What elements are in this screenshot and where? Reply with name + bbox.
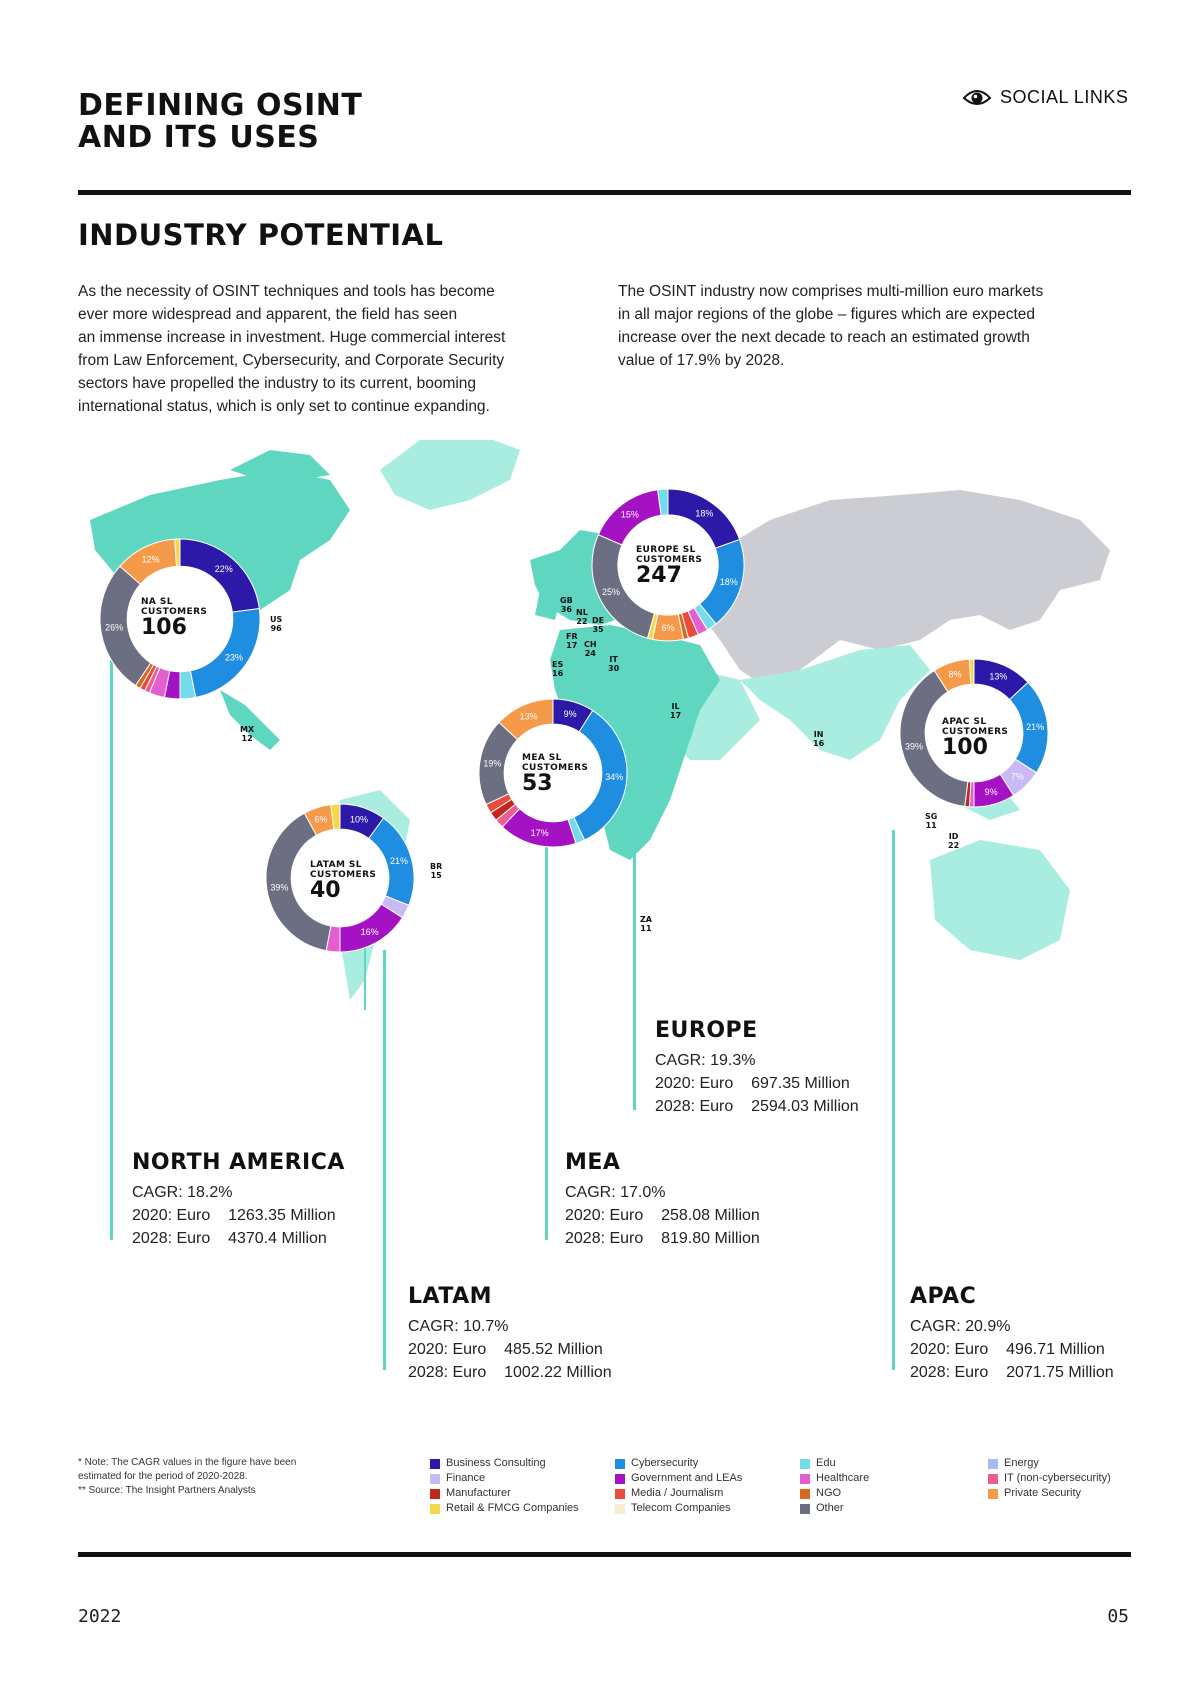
donut-segment-label: 7%: [1010, 771, 1024, 782]
region-cagr: CAGR: 19.3%: [655, 1052, 756, 1069]
bottom-divider: [78, 1552, 1131, 1557]
country-value: 15: [430, 871, 442, 880]
legend-label: Private Security: [1004, 1487, 1082, 1499]
footnotes: [78, 1456, 378, 1498]
country-marker-fr: [566, 632, 578, 650]
region-mea: [565, 1150, 760, 1250]
legend-column-3: [800, 1456, 869, 1516]
region-cagr: CAGR: 20.9%: [910, 1318, 1011, 1335]
brand-name: SOCIAL LINKS: [1000, 86, 1129, 107]
country-value: 12: [241, 734, 253, 743]
intro-right-line: in all major regions of the globe – figures which are expected: [618, 306, 1036, 323]
region-2020: 2020: Euro 697.35 Million: [655, 1075, 850, 1092]
legend-column-2: [615, 1456, 742, 1516]
legend-swatch: [430, 1459, 440, 1469]
mea-donut-label: [522, 753, 588, 795]
region-2020: 2020: Euro 485.52 Million: [408, 1341, 603, 1358]
country-value: 24: [584, 649, 596, 658]
donut-segment-label: 18%: [695, 508, 714, 519]
region-2020: 2020: Euro 258.08 Million: [565, 1207, 760, 1224]
donut-segment-label: 17%: [530, 827, 549, 838]
region-cagr: CAGR: 17.0%: [565, 1184, 666, 1201]
legend-item: [615, 1501, 742, 1516]
latam-donut-title: LATAM SL: [310, 860, 362, 870]
donut-segment-label: 9%: [563, 709, 577, 720]
region-latam: [408, 1284, 612, 1384]
legend-item: [800, 1456, 869, 1471]
legend-item: [800, 1471, 869, 1486]
country-value: 22: [948, 841, 960, 850]
donut-segment-label: 39%: [270, 882, 289, 893]
country-marker-il: [670, 702, 681, 720]
legend-label: Manufacturer: [446, 1487, 511, 1499]
country-value: 16: [813, 739, 825, 748]
country-marker-br: [430, 862, 442, 880]
europe-leader-line: [633, 650, 636, 1110]
country-code: GB: [560, 596, 573, 605]
mea-donut-subtitle: CUSTOMERS: [522, 763, 589, 773]
region-2028: 2028: Euro 2594.03 Million: [655, 1098, 859, 1115]
region-north-america: [132, 1150, 345, 1250]
donut-segment-label: 18%: [719, 577, 738, 588]
legend-label: Government and LEAs: [631, 1472, 743, 1484]
donut-segment-label: 15%: [620, 509, 639, 520]
legend-label: Telecom Companies: [631, 1502, 731, 1514]
legend-label: Other: [816, 1502, 844, 1514]
country-code: IN: [813, 730, 824, 739]
legend-label: IT (non-cybersecurity): [1004, 1472, 1111, 1484]
region-name: MEA: [565, 1150, 621, 1175]
page-title: [78, 90, 362, 154]
country-marker-nl: [576, 608, 588, 626]
legend-swatch: [615, 1474, 625, 1484]
legend-swatch: [430, 1489, 440, 1499]
intro-right-line: increase over the next decade to reach an estimated growth: [618, 329, 1030, 346]
country-code: ES: [552, 660, 564, 669]
donut-segment-label: 8%: [948, 669, 962, 680]
na-donut-title: NA SL: [141, 597, 173, 607]
country-code: IT: [609, 655, 618, 664]
country-value: 11: [640, 924, 652, 933]
section-title: INDUSTRY POTENTIAL: [78, 218, 444, 252]
legend-item: [430, 1471, 579, 1486]
na-donut-subtitle: CUSTOMERS: [141, 607, 208, 617]
legend-label: Healthcare: [816, 1472, 870, 1484]
donut-segment-label: 26%: [105, 622, 124, 633]
country-marker-us: [270, 615, 282, 633]
legend-item: [430, 1486, 579, 1501]
country-code: CH: [584, 640, 597, 649]
donut-segment-label: 25%: [602, 587, 621, 598]
country-code: FR: [566, 632, 578, 641]
country-code: NL: [576, 608, 588, 617]
na-donut-label: [141, 597, 207, 639]
intro-right: [618, 280, 1128, 372]
region-2020: 2020: Euro 1263.35 Million: [132, 1207, 336, 1224]
donut-segment-label: 21%: [1026, 722, 1045, 733]
country-code: BR: [430, 862, 443, 871]
legend-label: Energy: [1004, 1457, 1039, 1469]
donut-segment-label: 13%: [519, 711, 538, 722]
region-cagr: CAGR: 18.2%: [132, 1184, 233, 1201]
legend-swatch: [988, 1489, 998, 1499]
country-value: 36: [560, 605, 572, 614]
intro-left-line: ever more widespread and apparent, the field has seen: [78, 306, 458, 323]
legend-label: Cybersecurity: [631, 1457, 699, 1469]
region-2028: 2028: Euro 1002.22 Million: [408, 1364, 612, 1381]
country-value: 35: [592, 625, 604, 634]
country-code: ZA: [640, 915, 652, 924]
footnote-line: * Note: The CAGR values in the figure have been: [78, 1457, 297, 1468]
north-america-leader-line: [110, 660, 113, 1240]
footnote-line: ** Source: The Insight Partners Analysts: [78, 1485, 256, 1496]
donut-segment-label: 39%: [905, 741, 924, 752]
donut-segment-label: 6%: [314, 814, 328, 825]
legend-label: Retail & FMCG Companies: [446, 1502, 579, 1514]
donut-segment-label: 12%: [141, 554, 160, 565]
country-marker-ch: [584, 640, 597, 658]
latam-donut-label: [310, 860, 376, 902]
region-name: APAC: [910, 1284, 977, 1309]
region-2028: 2028: Euro 4370.4 Million: [132, 1230, 327, 1247]
region-cagr: CAGR: 10.7%: [408, 1318, 509, 1335]
legend-swatch: [615, 1489, 625, 1499]
country-value: 17: [566, 641, 578, 650]
europe-donut-title: EUROPE SL: [636, 545, 696, 555]
legend-column-4: [988, 1456, 1111, 1501]
apac-donut-subtitle: CUSTOMERS: [942, 727, 1009, 737]
legend-swatch: [988, 1459, 998, 1469]
country-code: SG: [925, 812, 938, 821]
region-europe: [655, 1018, 859, 1118]
donut-segment-label: 9%: [984, 786, 998, 797]
legend-swatch: [430, 1504, 440, 1514]
legend-swatch: [800, 1474, 810, 1484]
intro-left-line: As the necessity of OSINT techniques and tools has become: [78, 283, 495, 300]
latam-leader-line: [383, 950, 386, 1370]
top-divider: [78, 190, 1131, 195]
na-donut-count: 106: [141, 615, 187, 640]
page-title-line-2: AND ITS USES: [78, 120, 320, 155]
legend-label: Business Consulting: [446, 1457, 546, 1469]
donut-segment-label: 10%: [349, 814, 368, 825]
legend-swatch: [800, 1504, 810, 1514]
donut-segment-label: 13%: [989, 671, 1008, 682]
legend-item: [800, 1501, 869, 1516]
donut-segment-label: 22%: [214, 564, 233, 575]
intro-right-line: The OSINT industry now comprises multi-million euro markets: [618, 283, 1044, 300]
country-marker-mx: [240, 725, 254, 743]
footer-year: 2022: [78, 1606, 122, 1627]
footnote-line: estimated for the period of 2020-2028.: [78, 1471, 248, 1482]
country-marker-gb: [560, 596, 573, 614]
country-code: IL: [671, 702, 680, 711]
legend-item: [988, 1486, 1111, 1501]
region-apac: [910, 1284, 1114, 1384]
country-code: MX: [240, 725, 255, 734]
legend-label: Media / Journalism: [631, 1487, 724, 1499]
intro-left-line: international status, which is only set to continue expanding.: [78, 398, 490, 415]
legend-item: [615, 1456, 742, 1471]
country-marker-de: [592, 616, 604, 634]
europe-donut-label: [636, 545, 702, 587]
intro-left: [78, 280, 598, 418]
europe-donut-count: 247: [636, 563, 682, 588]
country-value: 16: [552, 669, 564, 678]
donut-segment-label: 19%: [483, 758, 502, 769]
legend-item: [615, 1486, 742, 1501]
apac-donut-title: APAC SL: [942, 717, 987, 727]
country-marker-es: [552, 660, 563, 678]
europe-donut-subtitle: CUSTOMERS: [636, 555, 703, 565]
legend-column-1: [430, 1456, 579, 1516]
legend-swatch: [615, 1459, 625, 1469]
mea-leader-line: [545, 840, 548, 1240]
region-name: NORTH AMERICA: [132, 1150, 345, 1175]
intro-left-line: an immense increase in investment. Huge commercial interest: [78, 329, 506, 346]
country-marker-it: [608, 655, 619, 673]
legend-item: [988, 1471, 1111, 1486]
legend-swatch: [988, 1474, 998, 1484]
region-2020: 2020: Euro 496.71 Million: [910, 1341, 1105, 1358]
latam-donut-subtitle: CUSTOMERS: [310, 870, 377, 880]
intro-left-line: sectors have propelled the industry to its current, booming: [78, 375, 477, 392]
region-name: LATAM: [408, 1284, 493, 1309]
region-2028: 2028: Euro 819.80 Million: [565, 1230, 760, 1247]
intro-right-line: value of 17.9% by 2028.: [618, 352, 785, 369]
apac-donut-count: 100: [942, 735, 988, 760]
mea-donut-title: MEA SL: [522, 753, 562, 763]
legend-label: Edu: [816, 1457, 836, 1469]
country-code: ID: [948, 832, 959, 841]
legend-swatch: [430, 1474, 440, 1484]
page-title-line-1: DEFINING OSINT: [78, 88, 363, 123]
donut-segment-label: 16%: [360, 926, 379, 937]
country-value: 11: [925, 821, 937, 830]
eye-logo-icon: [962, 86, 992, 108]
apac-leader-line: [892, 830, 895, 1370]
country-marker-za: [640, 915, 652, 933]
brand-logo: [962, 86, 1128, 108]
donut-segment-label: 23%: [224, 652, 243, 663]
page-number: 05: [1107, 1606, 1129, 1627]
legend-item: [615, 1471, 742, 1486]
legend-label: Finance: [446, 1472, 486, 1484]
legend-item: [800, 1486, 869, 1501]
legend-label: NGO: [816, 1487, 842, 1499]
legend-swatch: [800, 1459, 810, 1469]
latam-donut-count: 40: [310, 878, 341, 903]
country-value: 22: [576, 617, 588, 626]
mea-donut-count: 53: [522, 771, 553, 796]
region-2028: 2028: Euro 2071.75 Million: [910, 1364, 1114, 1381]
country-code: US: [270, 615, 283, 624]
legend-item: [430, 1501, 579, 1516]
apac-donut-label: [942, 717, 1008, 759]
country-value: 96: [270, 624, 282, 633]
donut-segment-label: 34%: [605, 771, 624, 782]
country-value: 17: [670, 711, 682, 720]
country-marker-sg: [925, 812, 937, 830]
donut-segment-label: 6%: [661, 623, 675, 634]
country-value: 30: [608, 664, 620, 673]
legend-swatch: [800, 1489, 810, 1499]
country-marker-in: [813, 730, 824, 748]
donut-segment-label: 21%: [389, 855, 408, 866]
legend-item: [988, 1456, 1111, 1471]
country-code: DE: [592, 616, 605, 625]
intro-left-line: from Law Enforcement, Cybersecurity, and Corporate Security: [78, 352, 505, 369]
legend-item: [430, 1456, 579, 1471]
country-marker-id: [948, 832, 959, 850]
legend-swatch: [615, 1504, 625, 1514]
region-name: EUROPE: [655, 1018, 758, 1043]
